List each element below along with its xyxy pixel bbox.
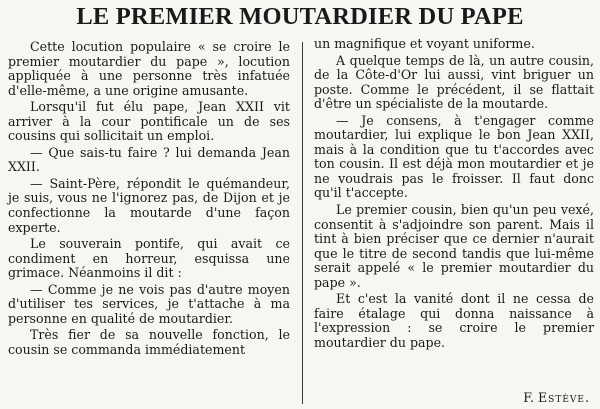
paragraph: Et c'est la vanité dont il ne cessa de faire étalage qui donna naissance à l'expression : se croire le premier moutardier du pape. xyxy=(314,291,594,350)
right-column xyxy=(314,37,594,352)
signature-initial: F. xyxy=(523,390,534,405)
column-divider xyxy=(302,42,303,404)
article-headline: LE PREMIER MOUTARDIER DU PAPE xyxy=(76,3,524,30)
paragraph: A quelque temps de là, un autre cousin, de la Côte-d'Or lui aussi, vint briguer un poste. Comme le précédent, il se flattait d'être un spécialiste de la moutarde. xyxy=(314,52,594,112)
paragraph: — Comme je ne vois pas d'autre moyen d'utiliser tes services, je t'attache à ma personne en qualité de moutardier. xyxy=(8,281,290,326)
paragraph: Très fier de sa nouvelle fonction, le cousin se commanda immédiatement xyxy=(8,327,290,357)
signature-name: Estève. xyxy=(537,390,590,405)
paragraph: Cette locution populaire « se croire le premier moutardier du pape », locution appliquée à une personne très infatuée d'elle-même, a une origine amusante. xyxy=(8,39,290,98)
paragraph: — Je consens, à t'engager comme moutardier, lui explique le bon Jean XXII, mais à la condition que tu t'accordes avec ton cousin. Il est déjà mon moutardier et je ne voudrais pas le froisser. Il faut donc qu'il t'accepte. xyxy=(314,112,594,201)
paragraph: Lorsqu'il fut élu pape, Jean XXII vit arriver à la cour pontificale un de ses cousins qui sollicitait un emploi. xyxy=(8,99,290,144)
author-signature xyxy=(523,390,590,405)
left-column xyxy=(8,40,290,359)
paragraph: Le souverain pontife, qui avait ce condiment en horreur, esquissa une grimace. Néanmoins il dit : xyxy=(8,236,290,281)
paragraph: Le premier cousin, bien qu'un peu vexé, consentit à s'adjoindre son parent. Mais il tint à bien préciser que ce dernier n'aurait que le titre de second tandis que lui-même serait appelé « le premier moutardier du pape ». xyxy=(314,202,594,290)
paragraph: — Saint-Père, répondit le quémandeur, je suis, vous ne l'ignorez pas, de Dijon et je confectionne la moutarde d'une façon experte. xyxy=(8,175,290,235)
paragraph-continuation: un magnifique et voyant uniforme. xyxy=(314,36,535,51)
paragraph: — Que sais-tu faire ? lui demanda Jean XXII. xyxy=(8,144,290,175)
